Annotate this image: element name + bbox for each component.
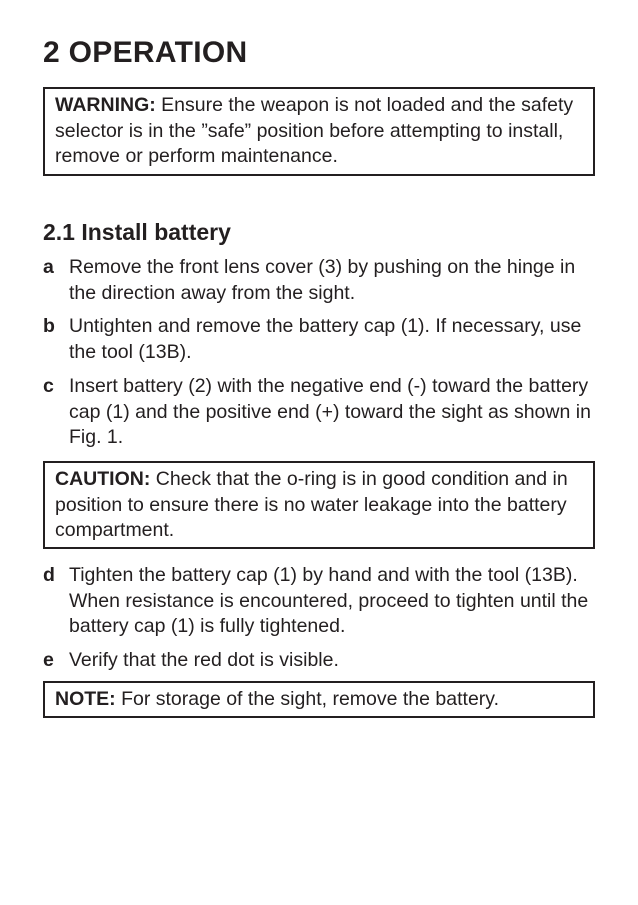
step-letter: e <box>43 649 54 671</box>
step-item <box>43 563 595 640</box>
step-item <box>43 648 595 674</box>
note-box <box>43 681 595 718</box>
note-text: For storage of the sight, remove the battery. <box>115 688 499 710</box>
step-item <box>43 374 595 451</box>
subsection-title: 2.1 Install battery <box>43 219 231 245</box>
warning-text: Ensure the weapon is not loaded and the safety selector is in the ”safe” position before attempting to install, remove or perform maintenance. <box>55 94 574 167</box>
step-text: Remove the front lens cover (3) by pushing on the hinge in the direction away from the sight. <box>69 256 576 304</box>
step-letter: d <box>43 564 55 586</box>
caution-box <box>43 461 595 549</box>
step-text: Untighten and remove the battery cap (1). If necessary, use the tool (13B). <box>69 315 582 363</box>
caution-text: Check that the o-ring is in good condition and in position to ensure there is no water leakage into the battery compartment. <box>55 468 568 541</box>
step-item <box>43 314 595 365</box>
step-item <box>43 255 595 306</box>
note-label: NOTE: <box>55 688 116 710</box>
step-text: Tighten the battery cap (1) by hand and with the tool (13B). When resistance is encountered, proceed to tighten until the battery cap (1) is fully tightened. <box>69 564 589 637</box>
step-text: Insert battery (2) with the negative end (-) toward the battery cap (1) and the positive end (+) toward the sight as shown in Fig. 1. <box>69 375 591 448</box>
warning-label: WARNING: <box>55 94 156 116</box>
step-letter: b <box>43 315 55 337</box>
step-letter: a <box>43 256 54 278</box>
warning-box <box>43 87 595 176</box>
section-title: 2 OPERATION <box>43 36 248 69</box>
caution-label: CAUTION: <box>55 468 151 490</box>
step-text: Verify that the red dot is visible. <box>69 649 339 671</box>
step-letter: c <box>43 375 54 397</box>
